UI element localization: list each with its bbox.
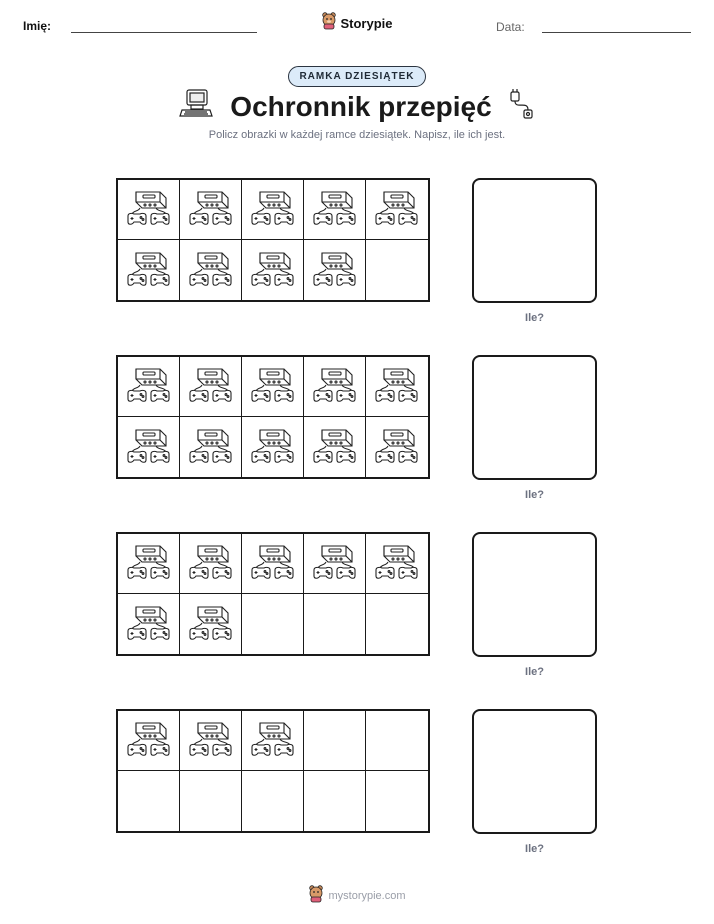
game-console-icon (312, 361, 358, 412)
game-console-icon (312, 245, 358, 296)
game-console-icon (374, 361, 420, 412)
game-console-icon (188, 422, 234, 473)
frame-cell (366, 240, 428, 300)
game-console-icon (188, 715, 234, 766)
frame-cell (366, 711, 428, 771)
game-console-icon (126, 715, 172, 766)
answer-label-3: Ile? (525, 666, 544, 678)
date-line (542, 32, 691, 33)
frame-cell (118, 594, 180, 654)
frame-cell (118, 180, 180, 240)
worksheet-badge: RAMKA DZIESIĄTEK (288, 66, 425, 87)
answer-label-2: Ile? (525, 489, 544, 501)
ten-frame-2 (116, 355, 430, 479)
frame-cell (242, 534, 304, 594)
frame-cell (118, 417, 180, 477)
date-label: Data: (496, 20, 525, 34)
game-console-icon (374, 538, 420, 589)
frame-cell (180, 594, 242, 654)
frame-cell (180, 534, 242, 594)
game-console-icon (188, 538, 234, 589)
game-console-icon (126, 361, 172, 412)
game-console-icon (126, 245, 172, 296)
frame-cell (242, 711, 304, 771)
game-console-icon (250, 422, 296, 473)
frame-cell (118, 357, 180, 417)
frame-cell (242, 240, 304, 300)
frame-cell (242, 771, 304, 831)
game-console-icon (126, 422, 172, 473)
computer-icon (178, 88, 214, 125)
game-console-icon (250, 245, 296, 296)
frame-cell (118, 240, 180, 300)
game-console-icon (250, 184, 296, 235)
frame-cell (118, 534, 180, 594)
game-console-icon (126, 184, 172, 235)
frame-cell (242, 357, 304, 417)
game-console-icon (188, 361, 234, 412)
frame-cell (180, 180, 242, 240)
frame-cell (304, 417, 366, 477)
frame-cell (304, 534, 366, 594)
game-console-icon (250, 538, 296, 589)
frame-cell (180, 771, 242, 831)
answer-label-4: Ile? (525, 843, 544, 855)
game-console-icon (374, 184, 420, 235)
frame-cell (180, 711, 242, 771)
game-console-icon (126, 538, 172, 589)
frame-cell (118, 711, 180, 771)
instructions: Policz obrazki w każdej ramce dziesiątek. Napisz, ile ich jest. (208, 129, 506, 141)
brand-name: Storypie (340, 16, 393, 31)
bear-mascot-icon (321, 12, 337, 35)
frame-cell (180, 240, 242, 300)
frame-cell (242, 417, 304, 477)
frame-cell (242, 594, 304, 654)
name-label: Imię: (23, 19, 52, 33)
frame-cell (304, 240, 366, 300)
answer-box-2[interactable] (472, 355, 597, 480)
game-console-icon (250, 715, 296, 766)
game-console-icon (188, 245, 234, 296)
frame-cell (366, 180, 428, 240)
answer-box-1[interactable] (472, 178, 597, 303)
frame-cell (304, 771, 366, 831)
ten-frame-4 (116, 709, 430, 833)
game-console-icon (312, 184, 358, 235)
bear-mascot-icon (308, 885, 324, 906)
game-console-icon (126, 599, 172, 650)
frame-cell (304, 711, 366, 771)
footer-url: mystorypie.com (328, 889, 406, 902)
power-plug-icon (508, 88, 536, 125)
footer (0, 885, 714, 906)
frame-cell (304, 594, 366, 654)
answer-label-1: Ile? (525, 312, 544, 324)
frame-cell (180, 417, 242, 477)
frame-cell (304, 357, 366, 417)
frame-cell (366, 357, 428, 417)
game-console-icon (250, 361, 296, 412)
game-console-icon (312, 422, 358, 473)
frame-cell (366, 771, 428, 831)
ten-frame-3 (116, 532, 430, 656)
game-console-icon (312, 538, 358, 589)
frame-cell (366, 534, 428, 594)
game-console-icon (374, 422, 420, 473)
frame-cell (366, 594, 428, 654)
game-console-icon (188, 184, 234, 235)
answer-box-3[interactable] (472, 532, 597, 657)
page-title: Ochronnik przepięć (230, 90, 492, 122)
frame-cell (304, 180, 366, 240)
answer-box-4[interactable] (472, 709, 597, 834)
frame-cell (118, 771, 180, 831)
ten-frame-1 (116, 178, 430, 302)
frame-cell (180, 357, 242, 417)
frame-cell (242, 180, 304, 240)
game-console-icon (188, 599, 234, 650)
frame-cell (366, 417, 428, 477)
